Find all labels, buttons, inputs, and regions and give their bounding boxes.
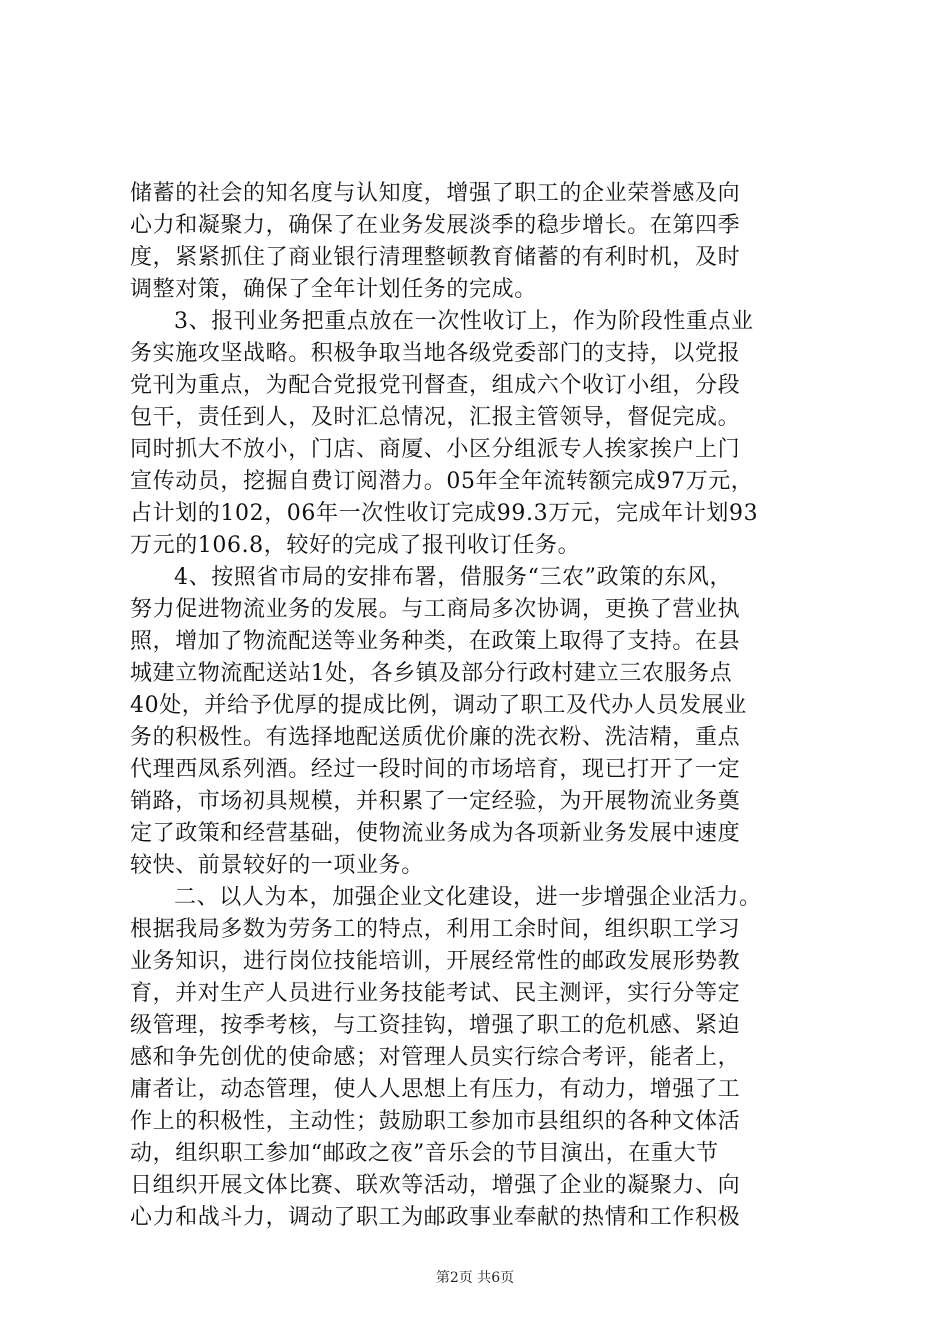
text-line: 宣传动员，挖掘自费订阅潜力。05年全年流转额完成97万元， <box>130 469 754 494</box>
page-footer <box>0 1268 950 1288</box>
text-line: 心力和凝聚力，确保了在业务发展淡季的稳步增长。在第四季 <box>130 213 741 238</box>
text-line: 城建立物流配送站1处，各乡镇及部分行政村建立三农服务点 <box>130 661 733 686</box>
text-line: 党刊为重点，为配合党报党刊督查，组成六个收订小组，分段 <box>130 373 741 398</box>
paragraph-start-line: 4、按照省市局的安排布署，借服务“三农”政策的东风， <box>174 565 733 590</box>
text-line: 庸者让，动态管理，使人人思想上有压力，有动力，增强了工 <box>130 1077 741 1102</box>
text-line: 级管理，按季考核，与工资挂钩，增强了职工的危机感、紧迫 <box>130 1013 741 1038</box>
text-line: 日组织开展文体比赛、联欢等活动，增强了企业的凝聚力、向 <box>130 1173 741 1198</box>
text-line: 作上的积极性，主动性；鼓励职工参加市县组织的各种文体活 <box>130 1109 741 1134</box>
text-line: 较快、前景较好的一项业务。 <box>130 853 424 878</box>
text-line: 定了政策和经营基础，使物流业务成为各项新业务发展中速度 <box>130 821 741 846</box>
paragraph-start-line: 3、报刊业务把重点放在一次性收订上，作为阶段性重点业 <box>174 309 754 334</box>
text-line: 储蓄的社会的知名度与认知度，增强了职工的企业荣誉感及向 <box>130 181 741 206</box>
page-number-label: 第2页 共6页 <box>435 1270 515 1286</box>
text-line: 务实施攻坚战略。积极争取当地各级党委部门的支持，以党报 <box>130 341 741 366</box>
text-line: 万元的106.8，较好的完成了报刊收订任务。 <box>130 533 581 558</box>
text-line: 照，增加了物流配送等业务种类，在政策上取得了支持。在县 <box>130 629 741 654</box>
text-line: 业务知识，进行岗位技能培训，开展经常性的邮政发展形势教 <box>130 949 741 974</box>
text-line: 努力促进物流业务的发展。与工商局多次协调，更换了营业执 <box>130 597 741 622</box>
paragraph-start-line: 二、以人为本，加强企业文化建设，进一步增强企业活力。 <box>174 885 762 910</box>
text-line: 销路，市场初具规模，并积累了一定经验，为开展物流业务奠 <box>130 789 741 814</box>
text-line: 动，组织职工参加“邮政之夜”音乐会的节目演出，在重大节 <box>130 1141 719 1166</box>
text-line: 占计划的102，06年一次性收订完成99.3万元，完成年计划93 <box>130 501 759 526</box>
text-line: 代理西凤系列酒。经过一段时间的市场培育，现已打开了一定 <box>130 757 741 782</box>
text-line: 心力和战斗力，调动了职工为邮政事业奉献的热情和工作积极 <box>130 1205 741 1230</box>
text-line: 调整对策，确保了全年计划任务的完成。 <box>130 277 537 302</box>
text-line: 育，并对生产人员进行业务技能考试、民主测评，实行分等定 <box>130 981 741 1006</box>
text-line: 感和争先创优的使命感；对管理人员实行综合考评，能者上， <box>130 1045 741 1070</box>
text-line: 务的积极性。有选择地配送质优价廉的洗衣粉、洗洁精，重点 <box>130 725 741 750</box>
text-line: 度，紧紧抓住了商业银行清理整顿教育储蓄的有利时机，及时 <box>130 245 741 270</box>
text-line: 包干，责任到人，及时汇总情况，汇报主管领导，督促完成。 <box>130 405 741 430</box>
text-line: 根据我局多数为劳务工的特点，利用工余时间，组织职工学习 <box>130 917 741 942</box>
document-body <box>130 178 834 1234</box>
text-line: 同时抓大不放小，门店、商厦、小区分组派专人挨家挨户上门 <box>130 437 741 462</box>
text-line: 40处，并给予优厚的提成比例，调动了职工及代办人员发展业 <box>130 693 747 718</box>
